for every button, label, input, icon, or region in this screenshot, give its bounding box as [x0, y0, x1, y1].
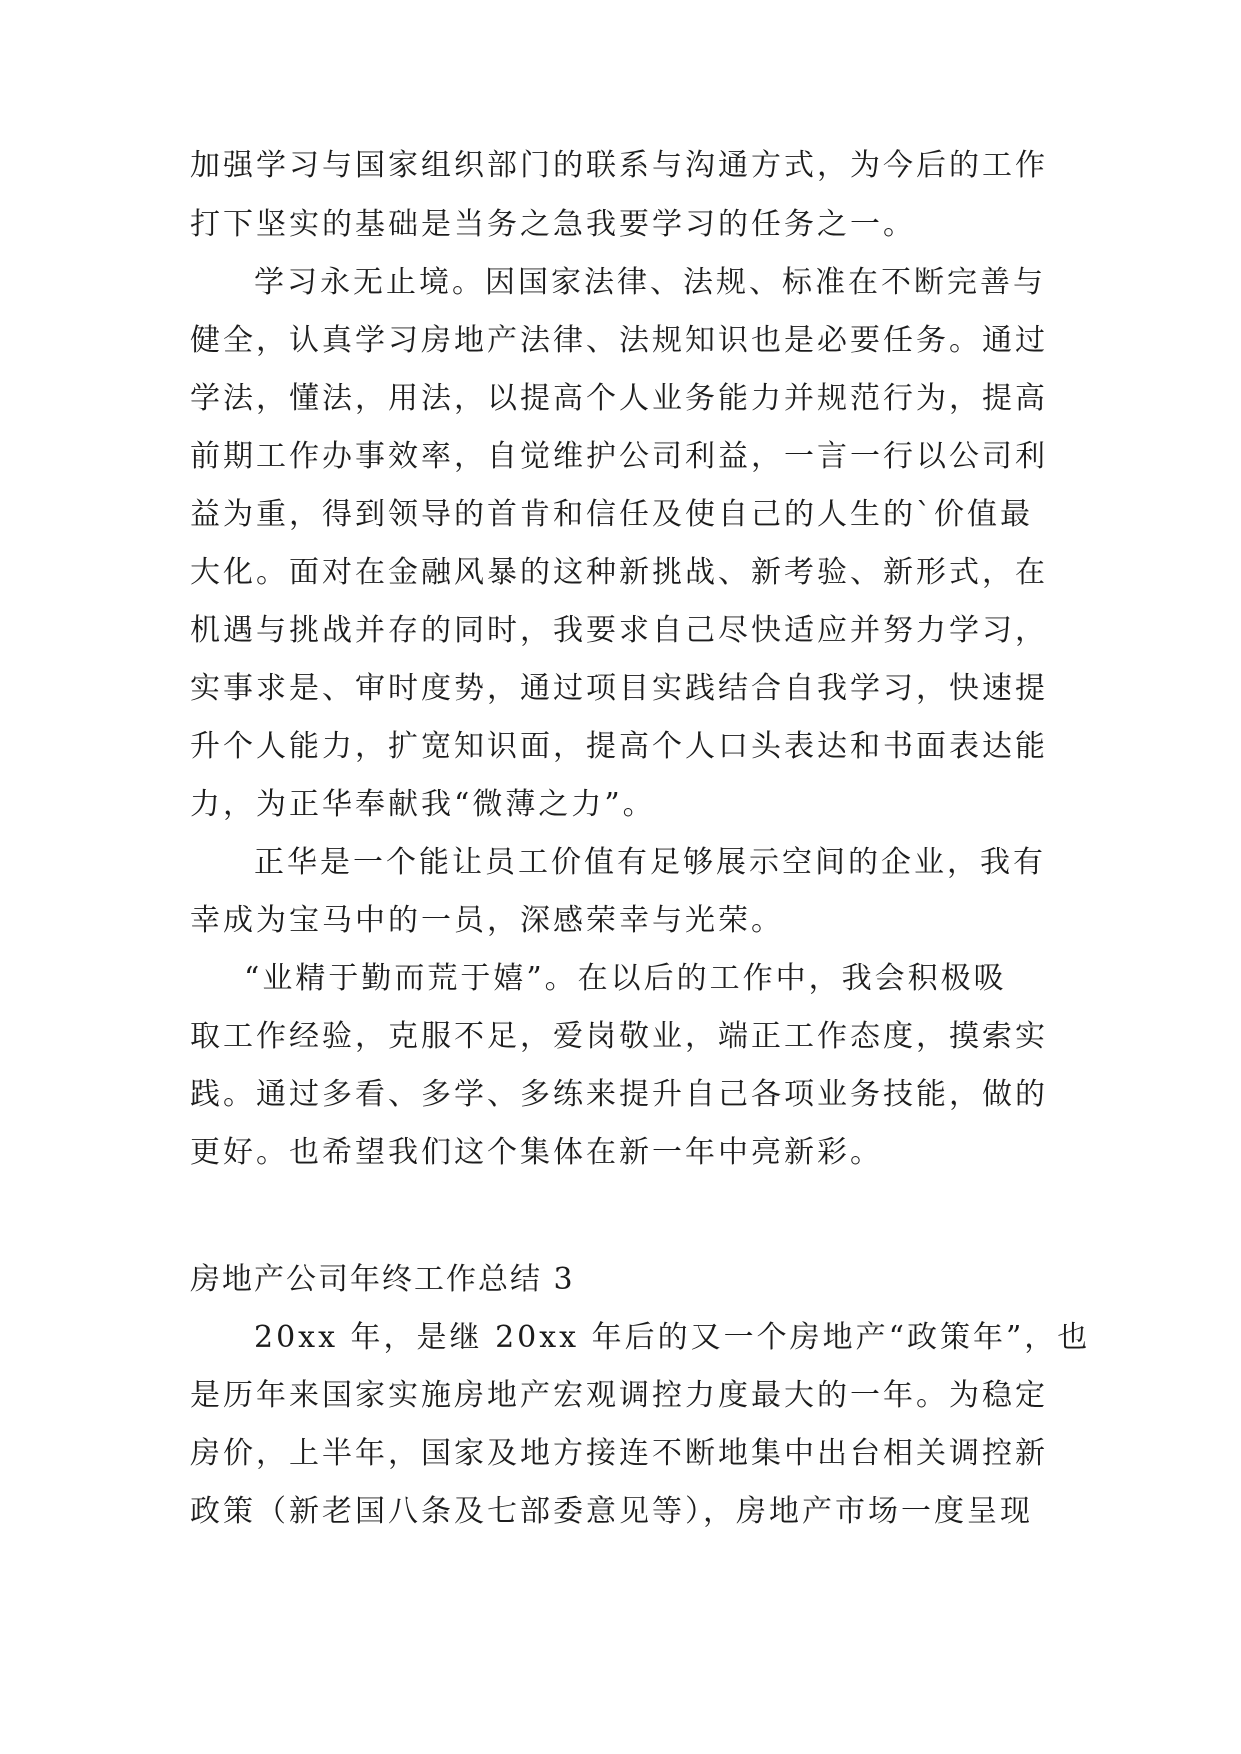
paragraph-line: 大化。面对在金融风暴的这种新挑战、新考验、新形式，在: [190, 555, 1048, 590]
paragraph-line: 幸成为宝马中的一员，深感荣幸与光荣。: [190, 903, 784, 938]
paragraph-line: 取工作经验，克服不足，爱岗敬业，端正工作态度，摸索实: [190, 1019, 1048, 1054]
paragraph-line: 实事求是、审时度势，通过项目实践结合自我学习，快速提: [190, 671, 1048, 706]
paragraph-line: 践。通过多看、多学、多练来提升自己各项业务技能，做的: [190, 1077, 1048, 1112]
paragraph-line: 打下坚实的基础是当务之急我要学习的任务之一。: [190, 207, 916, 242]
paragraph-line: 政策（新老国八条及七部委意见等），房地产市场一度呈现: [190, 1494, 1033, 1529]
paragraph-line: “业精于勤而荒于嬉”。在以后的工作中，我会积极吸: [244, 961, 1007, 996]
paragraph-line: 学法，懂法，用法，以提高个人业务能力并规范行为，提高: [190, 381, 1048, 416]
paragraph-line: 更好。也希望我们这个集体在新一年中亮新彩。: [190, 1135, 883, 1170]
paragraph-line: 加强学习与国家组织部门的联系与沟通方式，为今后的工作: [190, 148, 1048, 183]
paragraph-line: 力，为正华奉献我“微薄之力”。: [190, 787, 656, 822]
paragraph-line: 学习永无止境。因国家法律、法规、标准在不断完善与: [254, 265, 1046, 300]
paragraph-line: 正华是一个能让员工价值有足够展示空间的企业，我有: [254, 845, 1046, 880]
section-heading: 房地产公司年终工作总结 3: [190, 1262, 575, 1297]
paragraph-line: 升个人能力，扩宽知识面，提高个人口头表达和书面表达能: [190, 729, 1048, 764]
paragraph-line: 前期工作办事效率，自觉维护公司利益，一言一行以公司利: [190, 439, 1048, 474]
paragraph-line: 健全，认真学习房地产法律、法规知识也是必要任务。通过: [190, 323, 1048, 358]
paragraph-line: 益为重，得到领导的首肯和信任及使自己的人生的`价值最: [190, 497, 1033, 532]
paragraph-line: 20xx 年，是继 20xx 年后的又一个房地产“政策年”，也: [254, 1320, 1091, 1355]
paragraph-line: 是历年来国家实施房地产宏观调控力度最大的一年。为稳定: [190, 1378, 1048, 1413]
paragraph-line: 房价，上半年，国家及地方接连不断地集中出台相关调控新: [190, 1436, 1048, 1471]
paragraph-line: 机遇与挑战并存的同时，我要求自己尽快适应并努力学习，: [190, 613, 1048, 648]
